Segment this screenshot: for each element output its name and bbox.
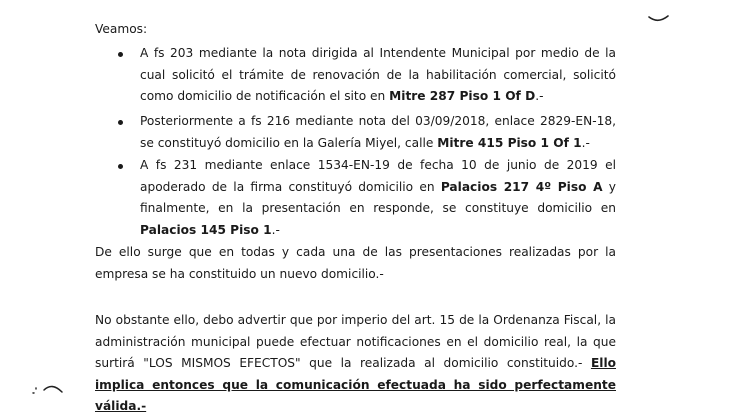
underlined-conclusion: Ello implica entonces que la comunicación efectuada ha sido perfectamente válida.- bbox=[95, 356, 616, 413]
paragraph-conclusion: De ello surge que en todas y cada una de las presentaciones realizadas por la empresa se ha constituido un nuevo domicilio.- bbox=[95, 245, 616, 281]
intro-text: Veamos: bbox=[95, 22, 148, 36]
list-item: Posteriormente a fs 216 mediante nota del 03/09/2018, enlace 2829-EN-18, se constituyó domicilio en la Galería Miyel, calle Mitre 415 Piso 1 Of 1.- bbox=[140, 111, 616, 154]
bullet-icon bbox=[118, 164, 123, 169]
list-item: A fs 231 mediante enlace 1534-EN-19 de fecha 10 de junio de 2019 el apoderado de la firma constituyó domicilio en Palacios 217 4º Piso A y finalmente, en la presentación en responde, se constituye domicilio en Palacios 145 Piso 1.- bbox=[140, 155, 616, 241]
pen-mark-top bbox=[648, 12, 670, 27]
list-item: A fs 203 mediante la nota dirigida al Intendente Municipal por medio de la cual solicitó el trámite de renovación de la habilitación comercial, solicitó como domicilio de notificación el sito en Mitre 287 Piso 1 Of D.- bbox=[140, 43, 616, 108]
bullet-icon bbox=[118, 120, 123, 125]
paragraph-notice: No obstante ello, debo advertir que por imperio del art. 15 de la Ordenanza Fiscal, la administración municipal puede efectuar notificaciones en el domicilio real, la que surtirá "LOS MISMOS EFECTOS" que la realizada al domicilio constituido.- Ello implica entonces que la comunicación efectuada ha sido perfectamente válida.- bbox=[95, 313, 616, 413]
pen-mark-bottom bbox=[30, 380, 70, 403]
bullet-icon bbox=[118, 52, 123, 57]
